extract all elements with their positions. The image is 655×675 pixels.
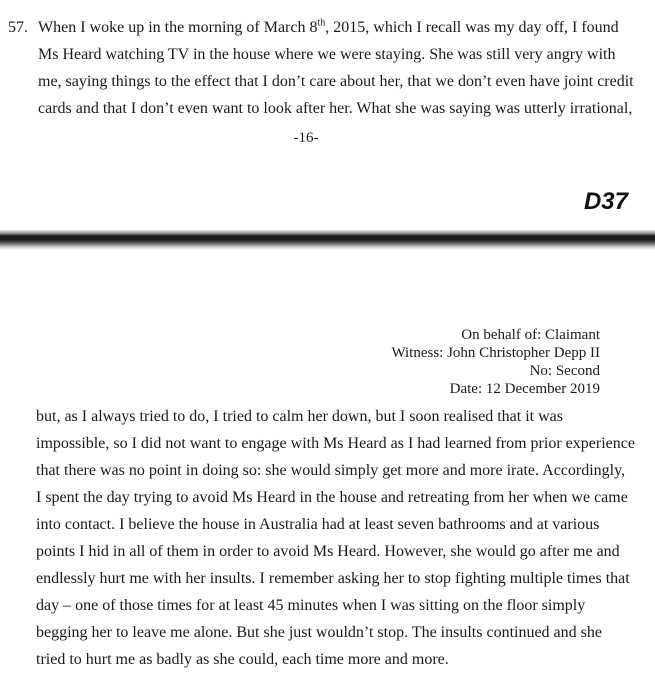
exhibit-label: D37 <box>583 188 628 215</box>
text-line: me, saying things to the effect that I don’t care about her, that we don’t even have joint credit <box>38 73 634 90</box>
page-break-divider <box>0 230 655 250</box>
text-line: cards and that I don’t even want to look after her. What she was saying was utterly irrational, <box>38 100 633 117</box>
text-line: Ms Heard watching TV in the house where we were staying. She was still very angry with <box>38 46 616 63</box>
text-line: When I woke up in the morning of March 8th, 2015, which I recall was my day off, I found <box>38 17 619 36</box>
text-line: points I hid in all of them in order to avoid Ms Heard. However, she would go after me and <box>36 543 620 560</box>
statement-date: Date: 12 December 2019 <box>449 381 600 397</box>
text-line: that there was no point in doing so: she would simply get more and more irate. Accordingly, <box>36 462 626 479</box>
text-line: endlessly hurt me with her insults. I remember asking her to stop fighting multiple times that <box>36 570 630 587</box>
text-line: tried to hurt me as badly as she could, each time more and more. <box>36 651 449 668</box>
continued-paragraph-text <box>36 403 638 673</box>
witness-statement-header <box>391 326 600 398</box>
on-behalf-of: On behalf of: Claimant <box>461 327 600 343</box>
paragraph-57-text <box>38 14 644 122</box>
witness-name: Witness: John Christopher Depp II <box>391 345 600 361</box>
text-line: begging her to leave me alone. But she just wouldn’t stop. The insults continued and she <box>36 624 602 641</box>
page-number: -16- <box>293 130 319 146</box>
text-line: I spent the day trying to avoid Ms Heard in the house and retreating from her when we came <box>36 489 628 506</box>
text-line: day – one of those times for at least 45 minutes when I was sitting on the floor simply <box>36 597 586 614</box>
text-line: impossible, so I did not want to engage with Ms Heard as I had learned from prior experience <box>36 435 635 452</box>
text-line: into contact. I believe the house in Australia had at least seven bathrooms and at various <box>36 516 600 533</box>
paragraph-number: 57. <box>8 19 28 36</box>
superscript: th <box>317 17 326 29</box>
text-line: but, as I always tried to do, I tried to calm her down, but I soon realised that it was <box>36 408 563 425</box>
statement-number: No: Second <box>529 363 600 379</box>
